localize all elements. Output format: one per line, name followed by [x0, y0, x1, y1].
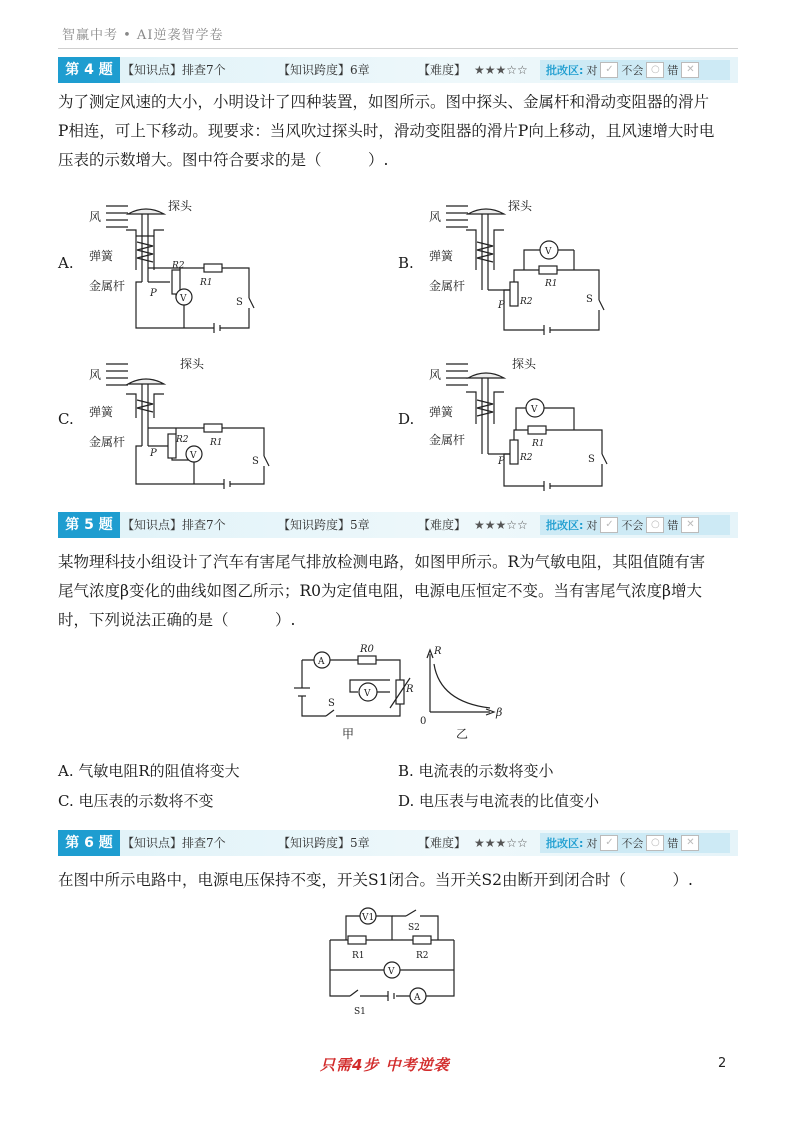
grade-unknown-label: 不会	[621, 64, 644, 77]
label-r1: R1	[532, 439, 545, 449]
grade-wrong-checkbox[interactable]: ✕	[681, 62, 699, 78]
label-voltmeter: V	[364, 689, 371, 699]
grade-wrong-label: 错	[667, 837, 679, 850]
label-r2: R2	[172, 261, 185, 271]
choice-c-label[interactable]: C.	[58, 410, 74, 428]
label-r-axis: R	[434, 646, 442, 657]
label-rod: 金属杆	[429, 433, 466, 447]
label-s: S	[236, 297, 243, 308]
label-voltmeter: V	[388, 967, 395, 977]
grade-right-checkbox[interactable]: ✓	[600, 835, 618, 851]
label-s: S	[588, 454, 595, 465]
text-line: 某物理科技小组设计了汽车有害尾气排放检测电路，如图甲所示。R为气敏电阻，其阻值随有害	[58, 553, 706, 571]
figure-a-circuit	[84, 190, 274, 338]
question-4-bar	[58, 57, 738, 83]
label-p: P	[498, 300, 505, 311]
label-p: P	[498, 456, 505, 467]
difficulty-stars: ★★★☆☆	[474, 518, 528, 532]
label-s2: S2	[408, 923, 420, 933]
label-v: V	[545, 247, 552, 257]
grade-right-label: 对	[586, 519, 598, 532]
text-line: 在图中所示电路中，电源电压保持不变，开关S1闭合。当开关S2由断开到闭合时（ ）.	[58, 871, 693, 889]
grade-unknown-checkbox[interactable]: ○	[646, 62, 664, 78]
grade-right-label: 对	[586, 837, 598, 850]
difficulty-label: 【难度】	[418, 836, 467, 850]
label-s1: S1	[354, 1007, 366, 1017]
label-r: R	[406, 684, 414, 695]
label-r2: R2	[520, 453, 533, 463]
grade-right-checkbox[interactable]: ✓	[600, 517, 618, 533]
grading-label: 批改区:	[546, 64, 584, 77]
grading-label: 批改区:	[546, 519, 584, 532]
question-4-text	[58, 88, 738, 175]
choice-d-label[interactable]: D.	[398, 410, 415, 428]
knowledge-span: 【知识跨度】5章	[278, 836, 370, 850]
option-a[interactable]: A. 气敏电阻R的阻值将变大	[58, 762, 240, 780]
label-probe: 探头	[180, 357, 205, 371]
label-v: V	[180, 294, 187, 304]
label-p: P	[150, 288, 157, 299]
label-spring: 弹簧	[89, 405, 114, 419]
question-5-text	[58, 548, 738, 635]
label-r2: R2	[520, 297, 533, 307]
label-beta: β	[496, 706, 503, 719]
label-wind: 风	[429, 210, 442, 224]
grading-label: 批改区:	[546, 837, 584, 850]
label-jia: 甲	[342, 727, 355, 741]
grade-wrong-checkbox[interactable]: ✕	[681, 517, 699, 533]
label-ammeter: A	[318, 657, 325, 667]
label-p: P	[150, 448, 157, 459]
figure-q6-circuit	[318, 900, 468, 1022]
header-title: 智赢中考 • AI逆袭智学卷	[62, 28, 224, 43]
label-spring: 弹簧	[429, 249, 454, 263]
label-s: S	[252, 456, 259, 467]
difficulty-label: 【难度】	[418, 63, 467, 77]
grade-right-checkbox[interactable]: ✓	[600, 62, 618, 78]
label-yi: 乙	[456, 727, 469, 741]
grade-unknown-checkbox[interactable]: ○	[646, 517, 664, 533]
figure-q5-circuit-and-graph	[290, 640, 520, 745]
knowledge-point: 【知识点】排查7个	[122, 518, 226, 532]
grade-right-label: 对	[586, 64, 598, 77]
grading-area	[540, 60, 730, 80]
text-line: 尾气浓度β变化的曲线如图乙所示；R0为定值电阻，电源电压恒定不变。当有害尾气浓度β增大	[58, 582, 702, 600]
option-d[interactable]: D. 电压表与电流表的比值变小	[398, 792, 600, 810]
label-wind: 风	[429, 368, 442, 382]
grade-wrong-label: 错	[667, 64, 679, 77]
label-spring: 弹簧	[429, 405, 454, 419]
header-divider	[58, 48, 738, 49]
label-s: S	[586, 294, 593, 305]
label-ammeter: A	[414, 993, 421, 1003]
grading-area	[540, 833, 730, 853]
text-line: 时，下列说法正确的是（ ）.	[58, 611, 296, 629]
difficulty-stars: ★★★☆☆	[474, 63, 528, 77]
question-6-bar	[58, 830, 738, 856]
label-r1: R1	[200, 278, 213, 288]
difficulty-stars: ★★★☆☆	[474, 836, 528, 850]
question-6-text	[58, 866, 738, 895]
grade-unknown-checkbox[interactable]: ○	[646, 835, 664, 851]
option-c[interactable]: C. 电压表的示数将不变	[58, 792, 214, 810]
figure-d-circuit	[424, 348, 624, 496]
label-origin: 0	[420, 716, 427, 727]
grade-wrong-checkbox[interactable]: ✕	[681, 835, 699, 851]
knowledge-point: 【知识点】排查7个	[122, 836, 226, 850]
label-r1: R1	[352, 951, 365, 961]
label-wind: 风	[89, 368, 102, 382]
choice-b-label[interactable]: B.	[398, 254, 414, 272]
page-number: 2	[718, 1056, 727, 1071]
text-line: 压表的示数增大。图中符合要求的是（ ）.	[58, 151, 389, 169]
label-probe: 探头	[512, 357, 537, 371]
grade-wrong-label: 错	[667, 519, 679, 532]
label-r2: R2	[416, 951, 429, 961]
label-probe: 探头	[508, 199, 533, 213]
label-rod: 金属杆	[429, 279, 466, 293]
label-probe: 探头	[168, 199, 193, 213]
label-wind: 风	[89, 210, 102, 224]
label-spring: 弹簧	[89, 249, 114, 263]
grading-area	[540, 515, 730, 535]
question-number: 第 6 题	[58, 830, 120, 856]
text-line: 为了测定风速的大小，小明设计了四种装置，如图所示。图中探头、金属杆和滑动变阻器的滑片	[58, 93, 710, 111]
grade-unknown-label: 不会	[621, 519, 644, 532]
option-b[interactable]: B. 电流表的示数将变小	[398, 762, 554, 780]
footer-brand-logo: 只需4步 中考逆袭	[320, 1056, 450, 1074]
label-v1: V1	[362, 913, 375, 923]
label-v: V	[531, 405, 538, 415]
knowledge-point: 【知识点】排查7个	[122, 63, 226, 77]
label-r1: R1	[210, 438, 223, 448]
knowledge-span: 【知识跨度】6章	[278, 63, 370, 77]
choice-a-label[interactable]: A.	[58, 254, 74, 272]
difficulty-label: 【难度】	[418, 518, 467, 532]
label-r2: R2	[176, 435, 189, 445]
text-line: P相连，可上下移动。现要求：当风吹过探头时，滑动变阻器的滑片P向上移动，且风速增大时电	[58, 122, 715, 140]
question-5-bar	[58, 512, 738, 538]
figure-b-circuit	[424, 190, 624, 338]
question-number: 第 5 题	[58, 512, 120, 538]
figure-c-circuit	[84, 348, 274, 496]
grade-unknown-label: 不会	[621, 837, 644, 850]
knowledge-span: 【知识跨度】5章	[278, 518, 370, 532]
question-number: 第 4 题	[58, 57, 120, 83]
label-r1: R1	[545, 279, 558, 289]
label-rod: 金属杆	[89, 435, 126, 449]
label-r0: R0	[360, 644, 374, 655]
label-rod: 金属杆	[89, 279, 126, 293]
label-v: V	[190, 451, 197, 461]
label-switch: S	[328, 698, 335, 709]
